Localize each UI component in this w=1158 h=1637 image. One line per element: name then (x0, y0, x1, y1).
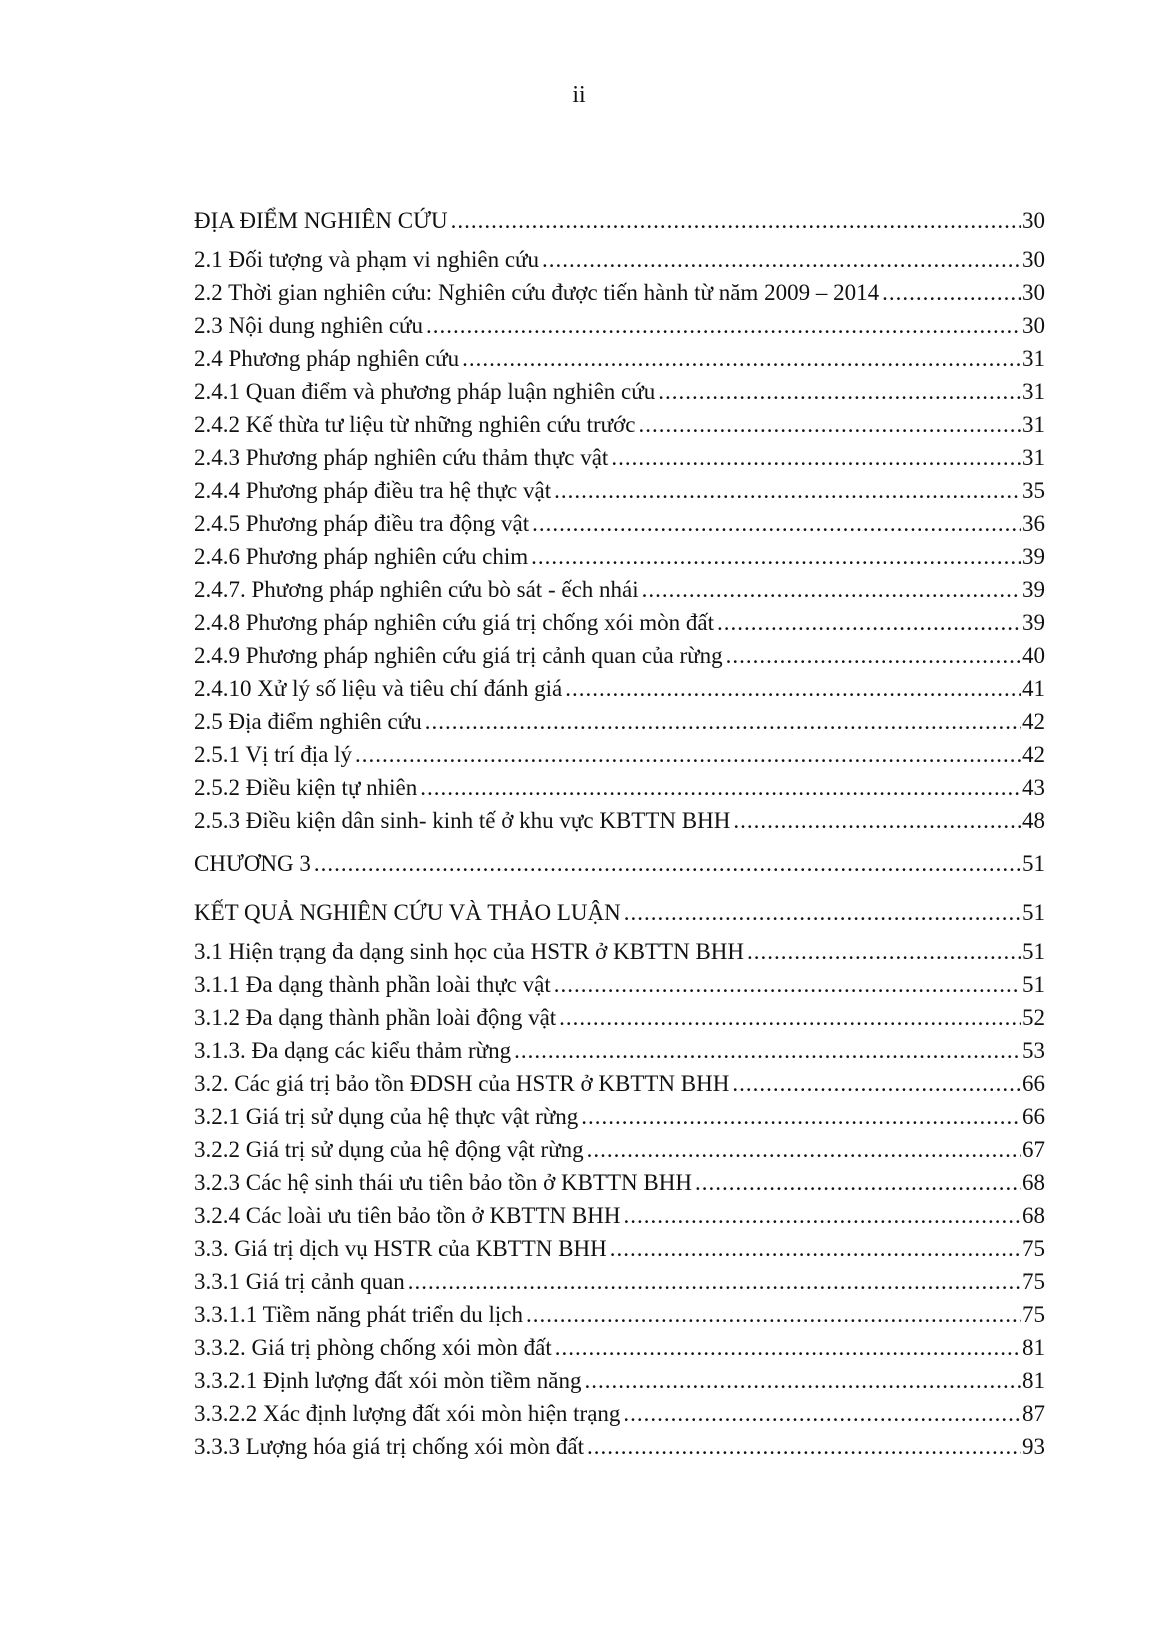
toc-entry[interactable] (194, 342, 1045, 375)
toc-entry-title: ĐỊA ĐIỂM NGHIÊN CỨU (194, 208, 448, 233)
toc-entry-title: 3.1 Hiện trạng đa dạng sinh học của HSTR ở KBTTN BHH (194, 939, 745, 964)
toc-entry[interactable] (194, 705, 1045, 738)
toc-dot-leader (642, 573, 1021, 606)
toc-entry[interactable] (194, 738, 1045, 771)
toc-dot-leader (514, 1034, 1021, 1067)
toc-entry-title: 2.4.2 Kế thừa tư liệu từ những nghiên cứu trước (194, 412, 636, 437)
toc-entry-page: 30 (1022, 280, 1045, 305)
toc-entry[interactable] (194, 841, 1045, 886)
toc-dot-leader (451, 198, 1021, 243)
toc-dot-leader (585, 1364, 1022, 1397)
toc-entry-page: 48 (1022, 808, 1045, 833)
toc-entry-page: 42 (1022, 742, 1045, 767)
toc-entry-title: 3.2. Các giá trị bảo tồn ĐDSH của HSTR ở KBTTN BHH (194, 1071, 730, 1096)
toc-entry-page: 30 (1022, 208, 1045, 233)
toc-entry-page: 66 (1022, 1071, 1045, 1096)
toc-entry[interactable] (194, 375, 1045, 408)
toc-entry[interactable] (194, 1331, 1045, 1364)
toc-dot-leader (623, 1199, 1021, 1232)
toc-dot-leader (425, 705, 1021, 738)
toc-entry-page: 51 (1022, 972, 1045, 997)
toc-entry[interactable] (194, 1100, 1045, 1133)
toc-entry-title: 2.4.7. Phương pháp nghiên cứu bò sát - ếch nhái (194, 577, 639, 602)
toc-entry-page: 93 (1022, 1434, 1045, 1459)
toc-entry-title: 3.2.2 Giá trị sử dụng của hệ động vật rừng (194, 1137, 584, 1162)
toc-dot-leader (587, 1133, 1021, 1166)
toc-dot-leader (526, 1298, 1021, 1331)
toc-entry-title: 2.4.4 Phương pháp điều tra hệ thực vật (194, 478, 552, 503)
toc-entry-title: 3.1.3. Đa dạng các kiểu thảm rừng (194, 1038, 512, 1063)
toc-entry[interactable] (194, 606, 1045, 639)
toc-entry-title: 3.2.1 Giá trị sử dụng của hệ thực vật rừng (194, 1104, 579, 1129)
toc-entry-title: CHƯƠNG 3 (194, 851, 311, 876)
toc-entry[interactable] (194, 408, 1045, 441)
toc-entry-page: 43 (1022, 775, 1045, 800)
toc-entry-page: 75 (1022, 1236, 1045, 1261)
toc-dot-leader (611, 441, 1021, 474)
toc-dot-leader (733, 804, 1021, 837)
toc-dot-leader (638, 408, 1021, 441)
toc-dot-leader (882, 276, 1021, 309)
toc-entry[interactable] (194, 573, 1045, 606)
toc-entry-title: 2.4 Phương pháp nghiên cứu (194, 346, 460, 371)
toc-entry-page: 75 (1022, 1302, 1045, 1327)
toc-entry[interactable] (194, 309, 1045, 342)
toc-entry-title: 3.3.3 Lượng hóa giá trị chống xói mòn đất (194, 1434, 585, 1459)
toc-dot-leader (695, 1166, 1021, 1199)
toc-entry[interactable] (194, 1199, 1045, 1232)
toc-entry-title: 3.3.1.1 Tiềm năng phát triển du lịch (194, 1302, 524, 1327)
toc-entry-title: 2.5.3 Điều kiện dân sinh- kinh tế ở khu vực KBTTN BHH (194, 808, 731, 833)
toc-entry-page: 39 (1022, 610, 1045, 635)
toc-dot-leader (532, 507, 1021, 540)
toc-dot-leader (531, 540, 1021, 573)
toc-entry-page: 68 (1022, 1170, 1045, 1195)
table-of-contents (194, 198, 1045, 1463)
toc-entry[interactable] (194, 639, 1045, 672)
toc-entry-page: 42 (1022, 709, 1045, 734)
toc-entry[interactable] (194, 672, 1045, 705)
toc-entry[interactable] (194, 968, 1045, 1001)
toc-entry-title: 3.3.1 Giá trị cảnh quan (194, 1269, 405, 1294)
toc-dot-leader (542, 243, 1021, 276)
toc-entry-page: 81 (1022, 1335, 1045, 1360)
page-number: ii (572, 82, 586, 108)
toc-entry[interactable] (194, 1034, 1045, 1067)
toc-entry[interactable] (194, 540, 1045, 573)
toc-dot-leader (355, 738, 1021, 771)
toc-entry[interactable] (194, 1298, 1045, 1331)
toc-dot-leader (426, 309, 1021, 342)
toc-dot-leader (420, 771, 1021, 804)
toc-entry[interactable] (194, 1067, 1045, 1100)
toc-entry-title: 2.3 Nội dung nghiên cứu (194, 313, 424, 338)
toc-entry-page: 51 (1022, 939, 1045, 964)
toc-entry[interactable] (194, 1001, 1045, 1034)
toc-entry-page: 30 (1022, 247, 1045, 272)
toc-entry-page: 81 (1022, 1368, 1045, 1393)
toc-entry-title: 2.1 Đối tượng và phạm vi nghiên cứu (194, 247, 539, 272)
toc-entry[interactable] (194, 243, 1045, 276)
toc-entry[interactable] (194, 771, 1045, 804)
toc-entry-title: 3.3.2. Giá trị phòng chống xói mòn đất (194, 1335, 552, 1360)
toc-dot-leader (554, 474, 1021, 507)
toc-entry-title: 3.2.4 Các loài ưu tiên bảo tồn ở KBTTN BHH (194, 1203, 621, 1228)
toc-dot-leader (554, 968, 1021, 1001)
toc-entry-page: 31 (1022, 346, 1045, 371)
toc-entry-page: 87 (1022, 1401, 1045, 1426)
toc-entry[interactable] (194, 1265, 1045, 1298)
toc-entry[interactable] (194, 1364, 1045, 1397)
toc-entry-title: 2.4.10 Xử lý số liệu và tiêu chí đánh giá (194, 676, 563, 701)
toc-entry-page: 51 (1022, 851, 1045, 876)
toc-dot-leader (658, 375, 1021, 408)
toc-entry-page: 75 (1022, 1269, 1045, 1294)
toc-entry[interactable] (194, 935, 1045, 968)
toc-entry-title: 3.1.1 Đa dạng thành phần loài thực vật (194, 972, 551, 997)
toc-entry-page: 31 (1022, 445, 1045, 470)
toc-entry-title: 2.5.1 Vị trí địa lý (194, 742, 353, 767)
toc-dot-leader (462, 342, 1021, 375)
toc-entry-page: 68 (1022, 1203, 1045, 1228)
toc-entry[interactable] (194, 1166, 1045, 1199)
toc-entry-title: 2.4.1 Quan điểm và phương pháp luận nghiên cứu (194, 379, 656, 404)
toc-entry[interactable] (194, 1133, 1045, 1166)
toc-dot-leader (747, 935, 1021, 968)
toc-entry-title: 3.3. Giá trị dịch vụ HSTR của KBTTN BHH (194, 1236, 607, 1261)
toc-dot-leader (555, 1331, 1021, 1364)
toc-entry-page: 35 (1022, 478, 1045, 503)
toc-entry-title: 3.3.2.2 Xác định lượng đất xói mòn hiện trạng (194, 1401, 621, 1426)
toc-entry-title: 2.4.8 Phương pháp nghiên cứu giá trị chống xói mòn đất (194, 610, 715, 635)
toc-entry-title: 2.4.9 Phương pháp nghiên cứu giá trị cảnh quan của rừng (194, 643, 723, 668)
toc-entry-title: 2.4.6 Phương pháp nghiên cứu chim (194, 544, 529, 569)
toc-entry-page: 39 (1022, 577, 1045, 602)
toc-entry[interactable] (194, 890, 1045, 935)
toc-entry[interactable] (194, 1232, 1045, 1265)
toc-entry-title: 3.3.2.1 Định lượng đất xói mòn tiềm năng (194, 1368, 582, 1393)
toc-dot-leader (624, 890, 1021, 935)
toc-entry-title: KẾT QUẢ NGHIÊN CỨU VÀ THẢO LUẬN (194, 900, 621, 925)
toc-entry-page: 36 (1022, 511, 1045, 536)
toc-dot-leader (623, 1397, 1021, 1430)
toc-dot-leader (581, 1100, 1021, 1133)
toc-entry-title: 2.4.5 Phương pháp điều tra động vật (194, 511, 530, 536)
toc-entry[interactable] (194, 198, 1045, 243)
toc-entry-page: 52 (1022, 1005, 1045, 1030)
toc-entry[interactable] (194, 1430, 1045, 1463)
toc-dot-leader (408, 1265, 1021, 1298)
toc-entry[interactable] (194, 276, 1045, 309)
toc-entry-title: 3.1.2 Đa dạng thành phần loài động vật (194, 1005, 557, 1030)
toc-entry-page: 41 (1022, 676, 1045, 701)
toc-entry-title: 2.5.2 Điều kiện tự nhiên (194, 775, 418, 800)
toc-entry-page: 67 (1022, 1137, 1045, 1162)
toc-entry[interactable] (194, 1397, 1045, 1430)
toc-entry-page: 53 (1022, 1038, 1045, 1063)
toc-dot-leader (732, 1067, 1021, 1100)
toc-entry-title: 3.2.3 Các hệ sinh thái ưu tiên bảo tồn ở KBTTN BHH (194, 1170, 692, 1195)
toc-entry[interactable] (194, 507, 1045, 540)
toc-dot-leader (314, 841, 1021, 886)
toc-entry-page: 40 (1022, 643, 1045, 668)
toc-entry[interactable] (194, 804, 1045, 837)
toc-dot-leader (565, 672, 1021, 705)
toc-dot-leader (717, 606, 1021, 639)
toc-dot-leader (559, 1001, 1021, 1034)
toc-entry-page: 66 (1022, 1104, 1045, 1129)
toc-entry-title: 2.2 Thời gian nghiên cứu: Nghiên cứu được tiến hành từ năm 2009 – 2014 (194, 280, 880, 305)
toc-entry-page: 31 (1022, 412, 1045, 437)
toc-entry-page: 51 (1022, 900, 1045, 925)
toc-entry-title: 2.4.3 Phương pháp nghiên cứu thảm thực vật (194, 445, 609, 470)
toc-dot-leader (587, 1430, 1021, 1463)
toc-entry[interactable] (194, 441, 1045, 474)
toc-entry-page: 30 (1022, 313, 1045, 338)
toc-entry-title: 2.5 Địa điểm nghiên cứu (194, 709, 422, 734)
toc-dot-leader (726, 639, 1021, 672)
toc-entry-page: 31 (1022, 379, 1045, 404)
toc-dot-leader (610, 1232, 1021, 1265)
toc-entry-page: 39 (1022, 544, 1045, 569)
toc-entry[interactable] (194, 474, 1045, 507)
